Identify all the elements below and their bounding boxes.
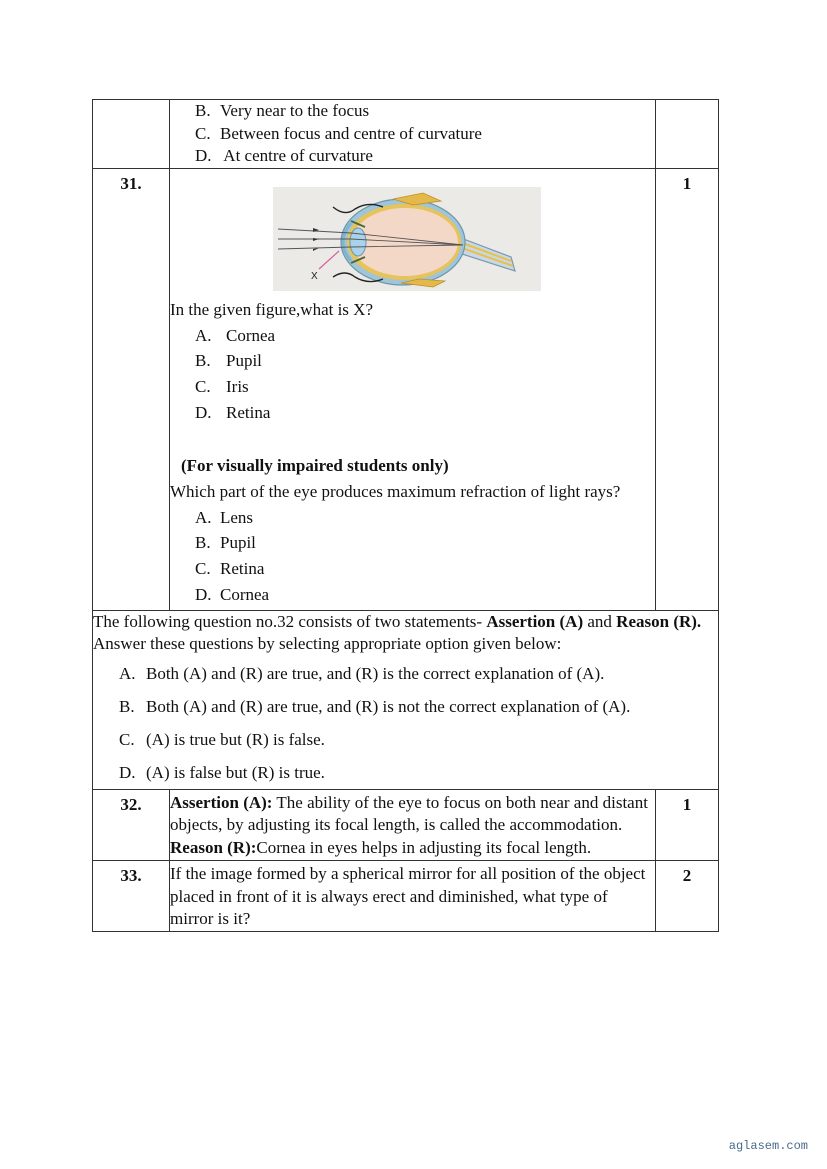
question-body-cell <box>170 789 656 860</box>
option-text: Both (A) and (R) are true, and (R) is not the correct explanation of (A). <box>146 696 631 716</box>
option-text: Pupil <box>220 533 256 553</box>
vi-option-c <box>170 556 655 582</box>
marks-value: 1 <box>682 173 692 193</box>
question-body-cell <box>170 100 656 169</box>
question-table <box>92 99 719 932</box>
question-text: If the image formed by a spherical mirror for all position of the object placed in front of it is always erect and diminished, what type of mirror is it? <box>170 864 646 928</box>
option-text: Retina <box>226 402 271 422</box>
instructions-text-1: The following question no.32 consists of two statements- <box>93 611 487 631</box>
option-b <box>170 348 655 374</box>
lens-shape <box>350 228 366 256</box>
instruction-option-a <box>93 657 718 690</box>
eye-diagram-figure <box>273 187 541 291</box>
option-label: D. <box>195 585 212 605</box>
option-label: A. <box>195 325 212 345</box>
instructions-text-2: and <box>583 611 617 631</box>
instructions-text-3: Answer these questions by selecting appropriate option given below: <box>93 633 562 653</box>
question-text: In the given figure,what is X? <box>170 299 373 319</box>
vi-options-list <box>170 505 655 610</box>
watermark: aglasem.com <box>728 1139 808 1153</box>
option-text: Very near to the focus <box>220 101 370 120</box>
question-number-cell <box>93 789 170 860</box>
instructions-options <box>93 657 718 789</box>
assertion-reason-text <box>170 790 655 860</box>
option-c <box>170 374 655 400</box>
table-row-instructions <box>93 610 719 789</box>
assertion-label: Assertion (A): <box>170 792 273 812</box>
instructions-bold-assertion: Assertion (A) <box>486 611 584 631</box>
option-text: Pupil <box>226 351 262 371</box>
instructions-bold-reason: Reason (R). <box>616 611 702 631</box>
option-c <box>170 123 655 146</box>
option-label: C. <box>195 377 211 397</box>
figure-x-label: X <box>311 270 318 282</box>
table-row-q33 <box>93 861 719 932</box>
option-label: D. <box>119 762 136 782</box>
visually-impaired-question: Which part of the eye produces maximum refraction of light rays? <box>170 481 621 501</box>
option-text: Iris <box>226 377 249 397</box>
question-body-cell <box>170 168 656 610</box>
instructions-cell <box>93 610 719 789</box>
table-row-q31 <box>93 168 719 610</box>
question-number: 31. <box>120 173 142 193</box>
option-label: C. <box>195 123 211 143</box>
table-row-prev-question <box>93 100 719 169</box>
question-number-cell <box>93 100 170 169</box>
reason-label: Reason (R): <box>170 837 257 857</box>
option-label: A. <box>195 507 212 527</box>
option-text: Lens <box>220 507 254 527</box>
reason-text: Cornea in eyes helps in adjusting its focal length. <box>256 837 592 857</box>
option-label: C. <box>195 559 211 579</box>
instruction-option-d <box>93 756 718 789</box>
option-text: Cornea <box>220 585 270 605</box>
option-text: Both (A) and (R) are true, and (R) is the correct explanation of (A). <box>146 663 605 683</box>
option-a <box>170 323 655 349</box>
assertion-text: The ability of the eye to focus on both near and distant objects, by adjusting its focal length, is called the accommodation. <box>170 792 648 835</box>
question-number-cell <box>93 861 170 932</box>
option-label: D. <box>195 402 212 422</box>
option-d <box>170 145 655 168</box>
marks-cell <box>656 100 719 169</box>
marks-value: 1 <box>682 794 692 814</box>
option-b <box>170 100 655 123</box>
options-list <box>170 323 655 426</box>
option-label: A. <box>119 663 136 683</box>
table-row-q32 <box>93 789 719 860</box>
instruction-option-c <box>93 723 718 756</box>
question-number: 33. <box>120 866 142 886</box>
option-text: Cornea <box>226 325 276 345</box>
option-text: (A) is false but (R) is true. <box>146 762 325 782</box>
vi-option-d <box>170 582 655 610</box>
option-text: At centre of curvature <box>220 146 373 165</box>
question-number-cell <box>93 168 170 610</box>
marks-cell <box>656 168 719 610</box>
option-label: B. <box>119 696 135 716</box>
option-label: B. <box>195 101 211 120</box>
visually-impaired-heading: (For visually impaired students only) <box>181 455 449 475</box>
instruction-option-b <box>93 690 718 723</box>
option-text: Between focus and centre of curvature <box>220 123 482 143</box>
figure-container <box>170 169 655 297</box>
eye-diagram <box>273 187 541 291</box>
vi-option-a <box>170 505 655 531</box>
option-text: (A) is true but (R) is false. <box>146 729 325 749</box>
option-d <box>170 400 655 426</box>
marks-value: 2 <box>682 866 692 886</box>
marks-cell <box>656 861 719 932</box>
instructions-paragraph <box>93 611 718 655</box>
question-number: 32. <box>120 794 142 814</box>
question-body-cell <box>170 861 656 932</box>
marks-cell <box>656 789 719 860</box>
option-text: Retina <box>220 559 265 579</box>
option-label: B. <box>195 351 211 371</box>
option-label: D. <box>195 146 212 165</box>
vi-option-b <box>170 530 655 556</box>
option-label: B. <box>195 533 211 553</box>
option-label: C. <box>119 729 135 749</box>
